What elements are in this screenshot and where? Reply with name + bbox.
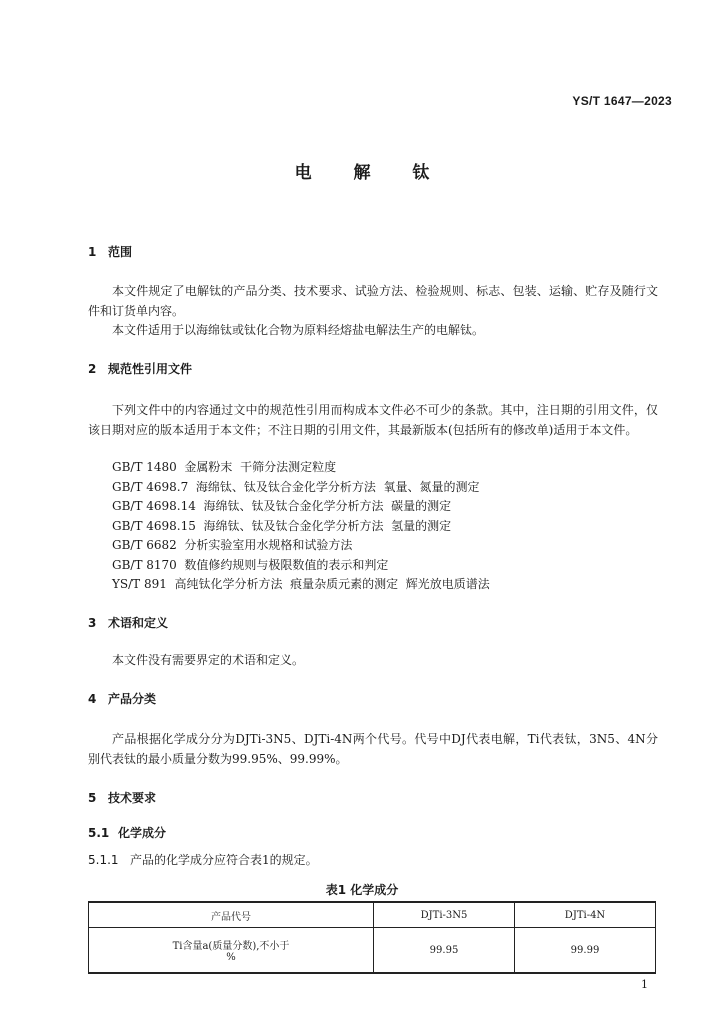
reference-item: GB/T 1480 金属粉末 干筛分法测定粒度 bbox=[112, 460, 337, 474]
table-cell: 99.95 bbox=[374, 928, 515, 974]
row-label-line-1: Ti含量a(质量分数),不小于 bbox=[172, 941, 290, 952]
reference-item: GB/T 6682 分析实验室用水规格和试验方法 bbox=[112, 538, 353, 552]
table-header-row bbox=[89, 902, 656, 928]
section-4-paragraph: 产品根据化学成分分为DJTi-3N5、DJTi-4N两个代号。代号中DJ代表电解，Ti代表钛，3N5、4N分别代表钛的最小质量分数为99.95%、99.99%。 bbox=[88, 732, 658, 766]
subsection-title: 化学成分 bbox=[118, 826, 167, 840]
clause-text: 产品的化学成分应符合表1的规定。 bbox=[130, 853, 318, 867]
section-5-heading bbox=[88, 789, 156, 806]
clause-number: 5.1.1 bbox=[88, 853, 119, 867]
table-row-label bbox=[89, 928, 374, 974]
chemical-composition-table bbox=[88, 901, 656, 974]
section-number: 2 bbox=[88, 362, 97, 376]
row-label-line-2: % bbox=[226, 952, 236, 963]
reference-item: YS/T 891 高纯钛化学分析方法 痕量杂质元素的测定 辉光放电质谱法 bbox=[112, 577, 490, 591]
section-title: 范围 bbox=[108, 245, 133, 259]
clause-5-1-1 bbox=[88, 851, 318, 868]
section-3-paragraph: 本文件没有需要界定的术语和定义。 bbox=[112, 653, 305, 667]
section-1-paragraph-2: 本文件适用于以海绵钛或钛化合物为原料经熔盐电解法生产的电解钛。 bbox=[112, 323, 485, 337]
section-3-heading bbox=[88, 614, 168, 631]
section-2-heading bbox=[88, 360, 192, 377]
section-title: 技术要求 bbox=[108, 791, 157, 805]
standard-number: YS/T 1647—2023 bbox=[572, 94, 672, 108]
table-header-cell: DJTi-4N bbox=[515, 902, 656, 928]
table-header-cell: 产品代号 bbox=[89, 902, 374, 928]
reference-item: GB/T 8170 数值修约规则与极限数值的表示和判定 bbox=[112, 557, 389, 572]
reference-item: GB/T 4698.15 海绵钛、钛及钛合金化学分析方法 氢量的测定 bbox=[112, 518, 452, 533]
table-caption: 表1 化学成分 bbox=[325, 883, 399, 897]
section-number: 3 bbox=[88, 616, 97, 630]
table-row bbox=[89, 928, 656, 974]
section-title: 规范性引用文件 bbox=[108, 362, 193, 376]
section-1-paragraph-1: 本文件规定了电解钛的产品分类、技术要求、试验方法、检验规则、标志、包装、运输、贮存及随行文件和订货单内容。 bbox=[88, 284, 658, 318]
reference-item: GB/T 4698.7 海绵钛、钛及钛合金化学分析方法 氧量、氮量的测定 bbox=[112, 479, 480, 494]
reference-item: GB/T 4698.14 海绵钛、钛及钛合金化学分析方法 碳量的测定 bbox=[112, 499, 452, 513]
subsection-5-1-heading bbox=[88, 824, 166, 841]
section-1-heading bbox=[88, 243, 132, 260]
page-number: 1 bbox=[641, 978, 648, 991]
section-number: 5 bbox=[88, 791, 97, 805]
section-number: 4 bbox=[88, 692, 97, 706]
table-header-cell: DJTi-3N5 bbox=[374, 902, 515, 928]
section-title: 产品分类 bbox=[108, 692, 157, 706]
section-title: 术语和定义 bbox=[108, 616, 169, 630]
section-number: 1 bbox=[88, 245, 97, 259]
document-title: 电 解 钛 bbox=[294, 163, 448, 183]
section-4-heading bbox=[88, 690, 156, 707]
table-cell: 99.99 bbox=[515, 928, 656, 974]
subsection-number: 5.1 bbox=[88, 826, 110, 840]
section-2-paragraph: 下列文件中的内容通过文中的规范性引用而构成本文件必不可少的条款。其中，注日期的引用文件，仅该日期对应的版本适用于本文件；不注日期的引用文件，其最新版本(包括所有的修改单)适用于本文件。 bbox=[88, 403, 658, 437]
